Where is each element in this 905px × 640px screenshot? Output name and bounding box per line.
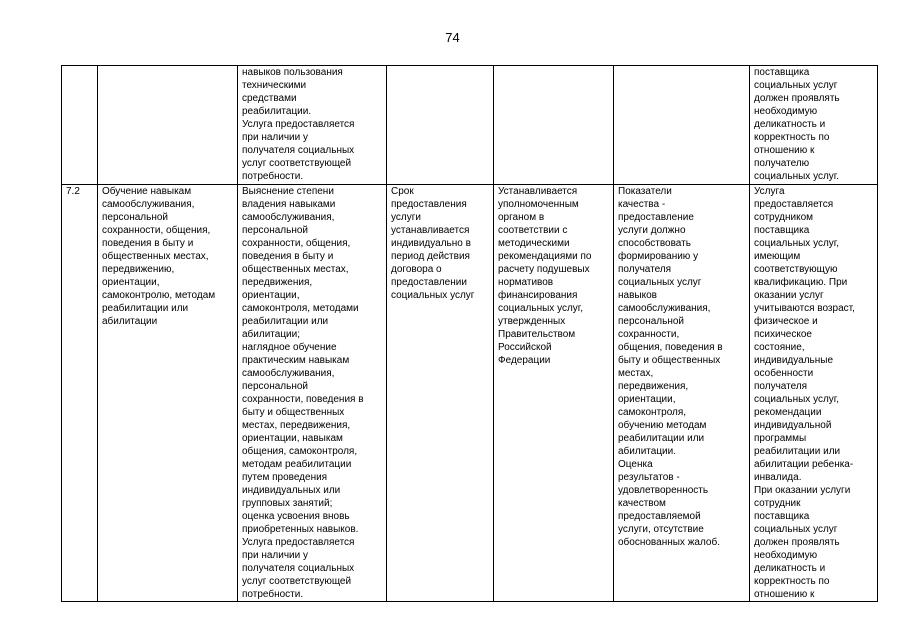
- service-name-cell: [98, 66, 238, 185]
- service-term-cell: Срок предоставления услуги устанавливается индивидуально в период действия договора о предоставлении социальных услуг: [387, 185, 494, 602]
- services-table: [61, 65, 878, 602]
- service-name-cell: Обучение навыкам самообслуживания, персональной сохранности, общения, поведения в быту и общественных местах, передвижению, ориентации, самоконтролю, методам реабилитации или абилитации: [98, 185, 238, 602]
- service-norms-cell: Устанавливается уполномоченным органом в соответствии с методическими рекомендациями по расчету подушевых нормативов финансирования социальных услуг, утвержденных Правительством Российской Федерации: [494, 185, 614, 602]
- row-number-cell: 7.2: [62, 185, 98, 602]
- service-conditions-cell: поставщика социальных услуг должен проявлять необходимую деликатность и корректность по отношению к получателю социальных услуг.: [750, 66, 878, 185]
- service-conditions-cell: Услуга предоставляется сотрудником поставщика социальных услуг, имеющим соответствующую квалификацию. При оказании услуг учитываются возраст, физическое и психическое состояние, индивидуальные особенности получателя социальных услуг, рекомендации индивидуальной программы реабилитации или абилитации ребенка- инвалида. При оказании услуги сотрудник поставщика социальных услуг должен проявлять необходимую деликатность и корректность по отношению к: [750, 185, 878, 602]
- table-row: [62, 185, 878, 602]
- row-number-cell: [62, 66, 98, 185]
- table-row: [62, 66, 878, 185]
- service-quality-cell: [614, 66, 750, 185]
- page-number: 74: [445, 30, 460, 45]
- service-quality-cell: Показатели качества - предоставление услуги должно способствовать формированию у получателя социальных услуг навыков самообслуживания, персональной сохранности, общения, поведения в быту и общественных местах, передвижения, ориентации, самоконтроля, обучению методам реабилитации или абилитации. Оценка результатов - удовлетворенность качеством предоставляемой услуги, отсутствие обоснованных жалоб.: [614, 185, 750, 602]
- service-term-cell: [387, 66, 494, 185]
- service-norms-cell: [494, 66, 614, 185]
- service-description-cell: навыков пользования техническими средствами реабилитации. Услуга предоставляется при наличии у получателя социальных услуг соответствующей потребности.: [238, 66, 387, 185]
- service-description-cell: Выяснение степени владения навыками самообслуживания, персональной сохранности, общения, поведения в быту и общественных местах, передвижения, ориентации, самоконтроля, методами реабилитации или абилитации; наглядное обучение практическим навыкам самообслуживания, персональной сохранности, поведения в быту и общественных местах, передвижения, ориентации, навыкам общения, самоконтроля, методам реабилитации путем проведения индивидуальных или групповых занятий; оценка усвоения вновь приобретенных навыков. Услуга предоставляется при наличии у получателя социальных услуг соответствующей потребности.: [238, 185, 387, 602]
